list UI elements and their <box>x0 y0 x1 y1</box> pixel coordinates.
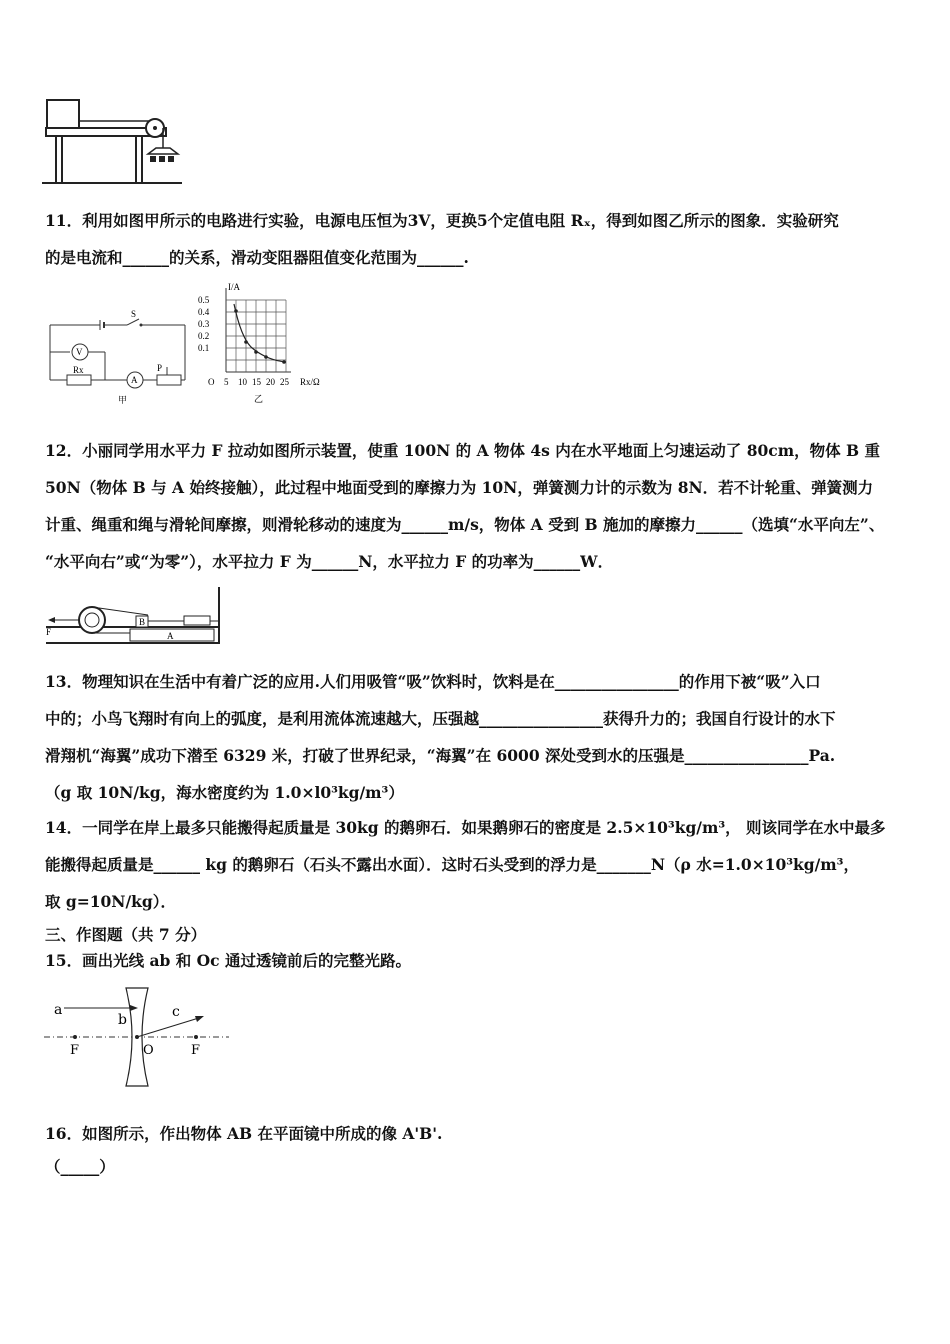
center-o-label: O <box>143 1043 154 1058</box>
q11-graph-figure <box>196 282 336 408</box>
q11-fig-right-label: 乙 <box>254 394 264 404</box>
q12-line-2: 50N（物体 B 与 A 始终接触），此过程中地面受到的摩擦力为 10N，弹簧测力计的示数为 8N．若不计轮重、弹簧测力 <box>45 478 874 497</box>
graph-xlabel: Rx/Ω <box>300 377 320 387</box>
circuit-slider-label: P <box>157 363 163 373</box>
q11-fig-left-label: 甲 <box>118 395 128 405</box>
block-a-label: A <box>167 631 174 641</box>
graph-xtick: 15 <box>252 377 261 387</box>
q12-line-3: 计重、绳重和绳与滑轮间摩擦，则滑轮移动的速度为______m/s，物体 A 受到 B 施加的摩擦力______（选填“水平向左”、 <box>45 515 885 534</box>
table-pulley-figure <box>42 96 182 188</box>
graph-xtick: 25 <box>280 377 289 387</box>
section-3-title: 三、作图题（共 7 分） <box>45 925 207 944</box>
q13-line-3: 滑翔机“海翼”成功下潜至 6329 米，打破了世界纪录，“海翼”在 6000 深处受到水的压强是________________Pa. <box>45 746 836 765</box>
q14-line-2: 能搬得起质量是______ kg 的鹅卵石（石头不露出水面）．这时石头受到的浮力是_______N（ρ 水=1.0×10³kg/m³， <box>45 855 859 874</box>
circuit-ammeter-label: A <box>131 375 138 385</box>
ray-c-label: c <box>172 1004 180 1020</box>
q15-lens-figure <box>44 984 234 1092</box>
focus-right-label: F <box>191 1043 201 1058</box>
graph-ytick: 0.3 <box>198 319 210 329</box>
q12-line-1: 12．小丽同学用水平力 F 拉动如图所示装置，使重 100N 的 A 物体 4s 内在水平地面上匀速运动了 80cm，物体 B 重 <box>45 441 881 460</box>
q13-line-1: 13．物理知识在生活中有着广泛的应用.人们用吸管“吸”饮料时，饮料是在________________的作用下被“吸”入口 <box>45 672 821 691</box>
graph-ytick: 0.2 <box>198 331 210 341</box>
q16-line-1: 16．如图所示，作出物体 AB 在平面镜中所成的像 A'B'. <box>45 1124 443 1143</box>
force-f-label: F <box>46 627 52 637</box>
circuit-rx-label: Rx <box>73 365 84 375</box>
circuit-switch-label: S <box>131 309 137 319</box>
focus-left-label: F <box>70 1043 80 1058</box>
q12-pulley-figure <box>44 585 230 647</box>
graph-origin: O <box>208 377 215 387</box>
q16-line-2: （_____） <box>45 1157 115 1176</box>
graph-xtick: 5 <box>224 377 229 387</box>
q11-line-1: 11．利用如图甲所示的电路进行实验，电源电压恒为3V，更换5个定值电阻 Rₓ，得到如图乙所示的图象．实验研究 <box>45 211 839 230</box>
ray-b-label: b <box>118 1012 127 1028</box>
q14-line-3: 取 g=10N/kg）． <box>45 892 176 911</box>
q12-line-4: “水平向右”或“为零”），水平拉力 F 为______N，水平拉力 F 的功率为______W． <box>45 552 614 571</box>
q13-line-2: 中的；小鸟飞翔时有向上的弧度，是利用流体流速越大，压强越________________获得升力的；我国自行设计的水下 <box>45 709 836 728</box>
ray-a-label: a <box>54 1002 63 1018</box>
graph-ytick: 0.4 <box>198 307 210 317</box>
graph-ytick: 0.1 <box>198 343 210 353</box>
graph-xtick: 20 <box>266 377 275 387</box>
q11-line-2: 的是电流和______的关系，滑动变阻器阻值变化范围为______. <box>45 248 469 267</box>
block-b-label: B <box>139 617 146 627</box>
graph-xtick: 10 <box>238 377 247 387</box>
circuit-voltmeter-label: V <box>76 347 83 357</box>
q11-circuit-figure <box>45 305 195 405</box>
q14-line-1: 14．一同学在岸上最多只能搬得起质量是 30kg 的鹅卵石．如果鹅卵石的密度是 2.5×10³kg/m³， 则该同学在水中最多 <box>45 818 886 837</box>
q15-line-1: 15．画出光线 ab 和 Oc 通过透镜前后的完整光路。 <box>45 951 411 970</box>
q13-line-4: （g 取 10N/kg，海水密度约为 1.0×l0³kg/m³） <box>45 783 404 802</box>
graph-ylabel: I/A <box>228 282 240 292</box>
graph-ytick: 0.5 <box>198 295 210 305</box>
